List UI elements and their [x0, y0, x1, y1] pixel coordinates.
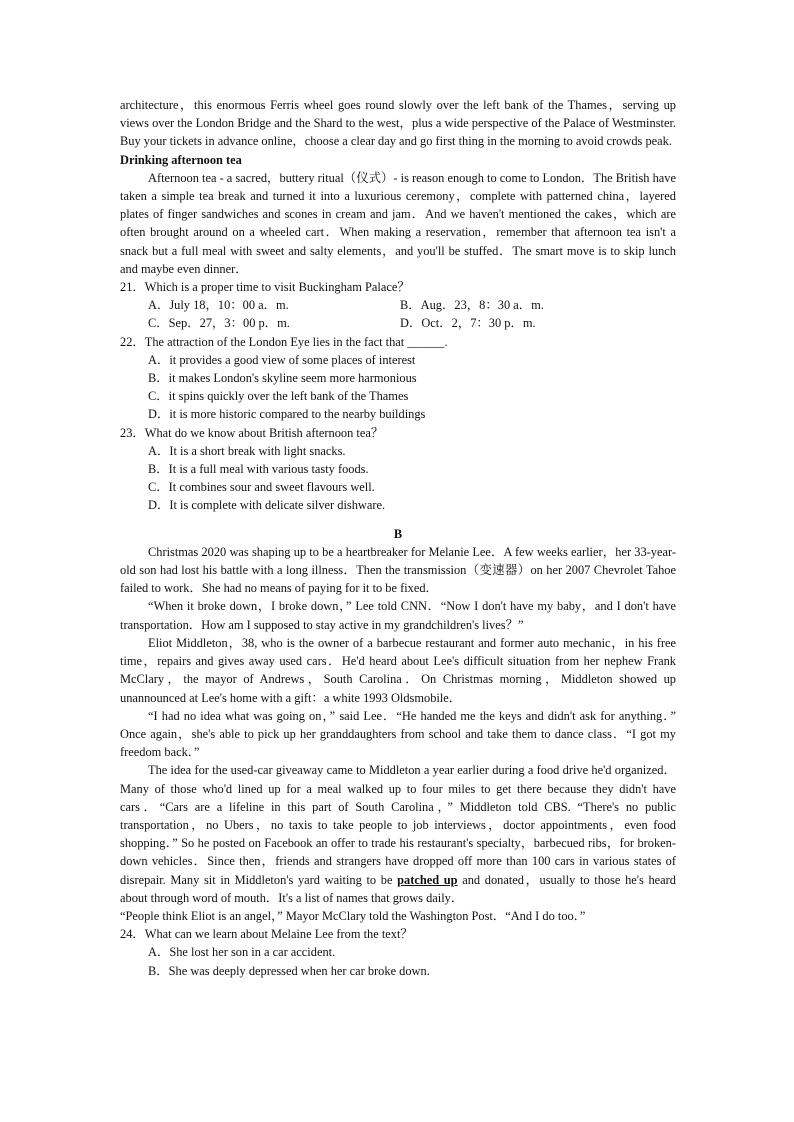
section-label-b: B	[393, 526, 403, 541]
passage-b-paragraph-5-text-after: and donated，usually to those he's heard about through word of mouth．It's a list of names that grows daily．	[120, 872, 676, 905]
passage-b-paragraph-5	[120, 761, 676, 907]
section-heading-afternoon-tea: Drinking afternoon tea	[120, 152, 242, 167]
question-23-option-b: B．It is a full meal with various tasty foods.	[148, 462, 369, 477]
question-23-stem: 23．What do we know about British afternoon tea？	[120, 425, 384, 440]
passage-b-paragraph-4: “I had no idea what was going on，” said Lee．“He handed me the keys and didn't ask for anything．” Once again，she's able to pick up her granddaughters from school and take them to dance class．“I got my freedom back．”	[120, 708, 676, 760]
question-21-stem: 21．Which is a proper time to visit Buckingham Palace？	[120, 280, 410, 295]
highlighted-phrase-patched-up: patched up	[397, 872, 458, 887]
question-24-option-a: A．She lost her son in a car accident.	[148, 945, 336, 960]
question-23-option-c: C．It combines sour and sweet flavours well.	[148, 480, 375, 495]
passage-b-paragraph-6: “People think Eliot is an angel，” Mayor McClary told the Washington Post．“And I do too．”	[120, 908, 586, 923]
question-24	[120, 925, 676, 980]
question-24-stem: 24．What can we learn about Melaine Lee from the text？	[120, 927, 413, 942]
question-21	[120, 278, 676, 333]
question-23-option-d: D．It is complete with delicate silver dishware.	[148, 498, 386, 513]
passage-a-paragraph-2: Afternoon tea - a sacred，buttery ritual（仪式）- is reason enough to come to London．The British have taken a simple tea break and turned it into a luxurious ceremony，complete with patterned china，layered plates of finger sandwiches and scones in cream and jam．And we haven't mentioned the cakes，which are often brought around on a wheeled cart．When making a reservation，remember that afternoon tea isn't a snack but a full meal with sweet and salty elements，and you'll be stuffed．The smart move is to skip lunch and maybe even dinner．	[120, 170, 676, 276]
passage-b-paragraph-2: “When it broke down，I broke down，” Lee told CNN．“Now I don't have my baby，and I don't have transportation．How am I supposed to stay active in my grandchildren's lives？”	[120, 599, 676, 632]
question-22-option-b: B．it makes London's skyline seem more harmonious	[148, 371, 417, 386]
question-21-option-b: B．Aug．23，8：30 a．m.	[400, 298, 544, 313]
question-22-option-a: A．it provides a good view of some places of interest	[148, 352, 416, 367]
question-22	[120, 333, 676, 424]
passage-b-paragraph-1: Christmas 2020 was shaping up to be a heartbreaker for Melanie Lee．A few weeks earlier，her 33-year-old son had lost his battle with a long illness．Then the transmission（变速器）on her 2007 Chevrolet Tahoe failed to work．She had no means of paying for it to be fixed．	[120, 544, 676, 596]
question-22-option-d: D．it is more historic compared to the nearby buildings	[148, 407, 426, 422]
exam-page	[120, 96, 676, 980]
question-21-option-c: C．Sep．27，3：00 p．m.	[148, 316, 290, 331]
question-21-option-a: A．July 18，10：00 a．m.	[148, 298, 289, 313]
question-23-option-a: A．It is a short break with light snacks.	[148, 443, 346, 458]
passage-b-paragraph-5-text-before: The idea for the used-car giveaway came to Middleton a year earlier during a food drive he'd organized．Many of those who'd lined up for a meal walked up to four miles to get there because they didn't have cars．“Cars are a lifeline in this part of South Carolina，” Middleton told CBS. “There's no public transportation，no Ubers，no taxis to take people to job interviews，doctor appointments，even food shopping．” So he posted on Facebook an offer to trade his restaurant's specialty，barbecued ribs，for broken-down vehicles．Since then，friends and strangers have dropped off more than 100 cars in various states of disrepair. Many sit in Middleton's yard waiting to be	[120, 763, 676, 887]
passage-a-paragraph-1: architecture，this enormous Ferris wheel goes round slowly over the left bank of the Thames，serving up views over the London Bridge and the Shard to the west，plus a wide perspective of the Palace of Westminster. Buy your tickets in advance online，choose a clear day and go first thing in the morning to avoid crowds peak.	[120, 98, 676, 149]
question-24-option-b: B．She was deeply depressed when her car broke down.	[148, 963, 430, 978]
question-21-option-d: D．Oct．2，7：30 p．m.	[400, 316, 536, 331]
passage-b-paragraph-3: Eliot Middleton，38, who is the owner of a barbecue restaurant and former auto mechanic，in his free time，repairs and gives away used cars．He'd heard about Lee's difficult situation from her nephew Frank McClary，the mayor of Andrews，South Carolina．On Christmas morning，Middleton showed up unannounced at Lee's home with a gift：a white 1993 Oldsmobile．	[120, 635, 676, 705]
question-22-option-c: C．it spins quickly over the left bank of the Thames	[148, 389, 409, 404]
question-22-stem: 22．The attraction of the London Eye lies in the fact that ______.	[120, 334, 448, 349]
question-23	[120, 424, 676, 515]
